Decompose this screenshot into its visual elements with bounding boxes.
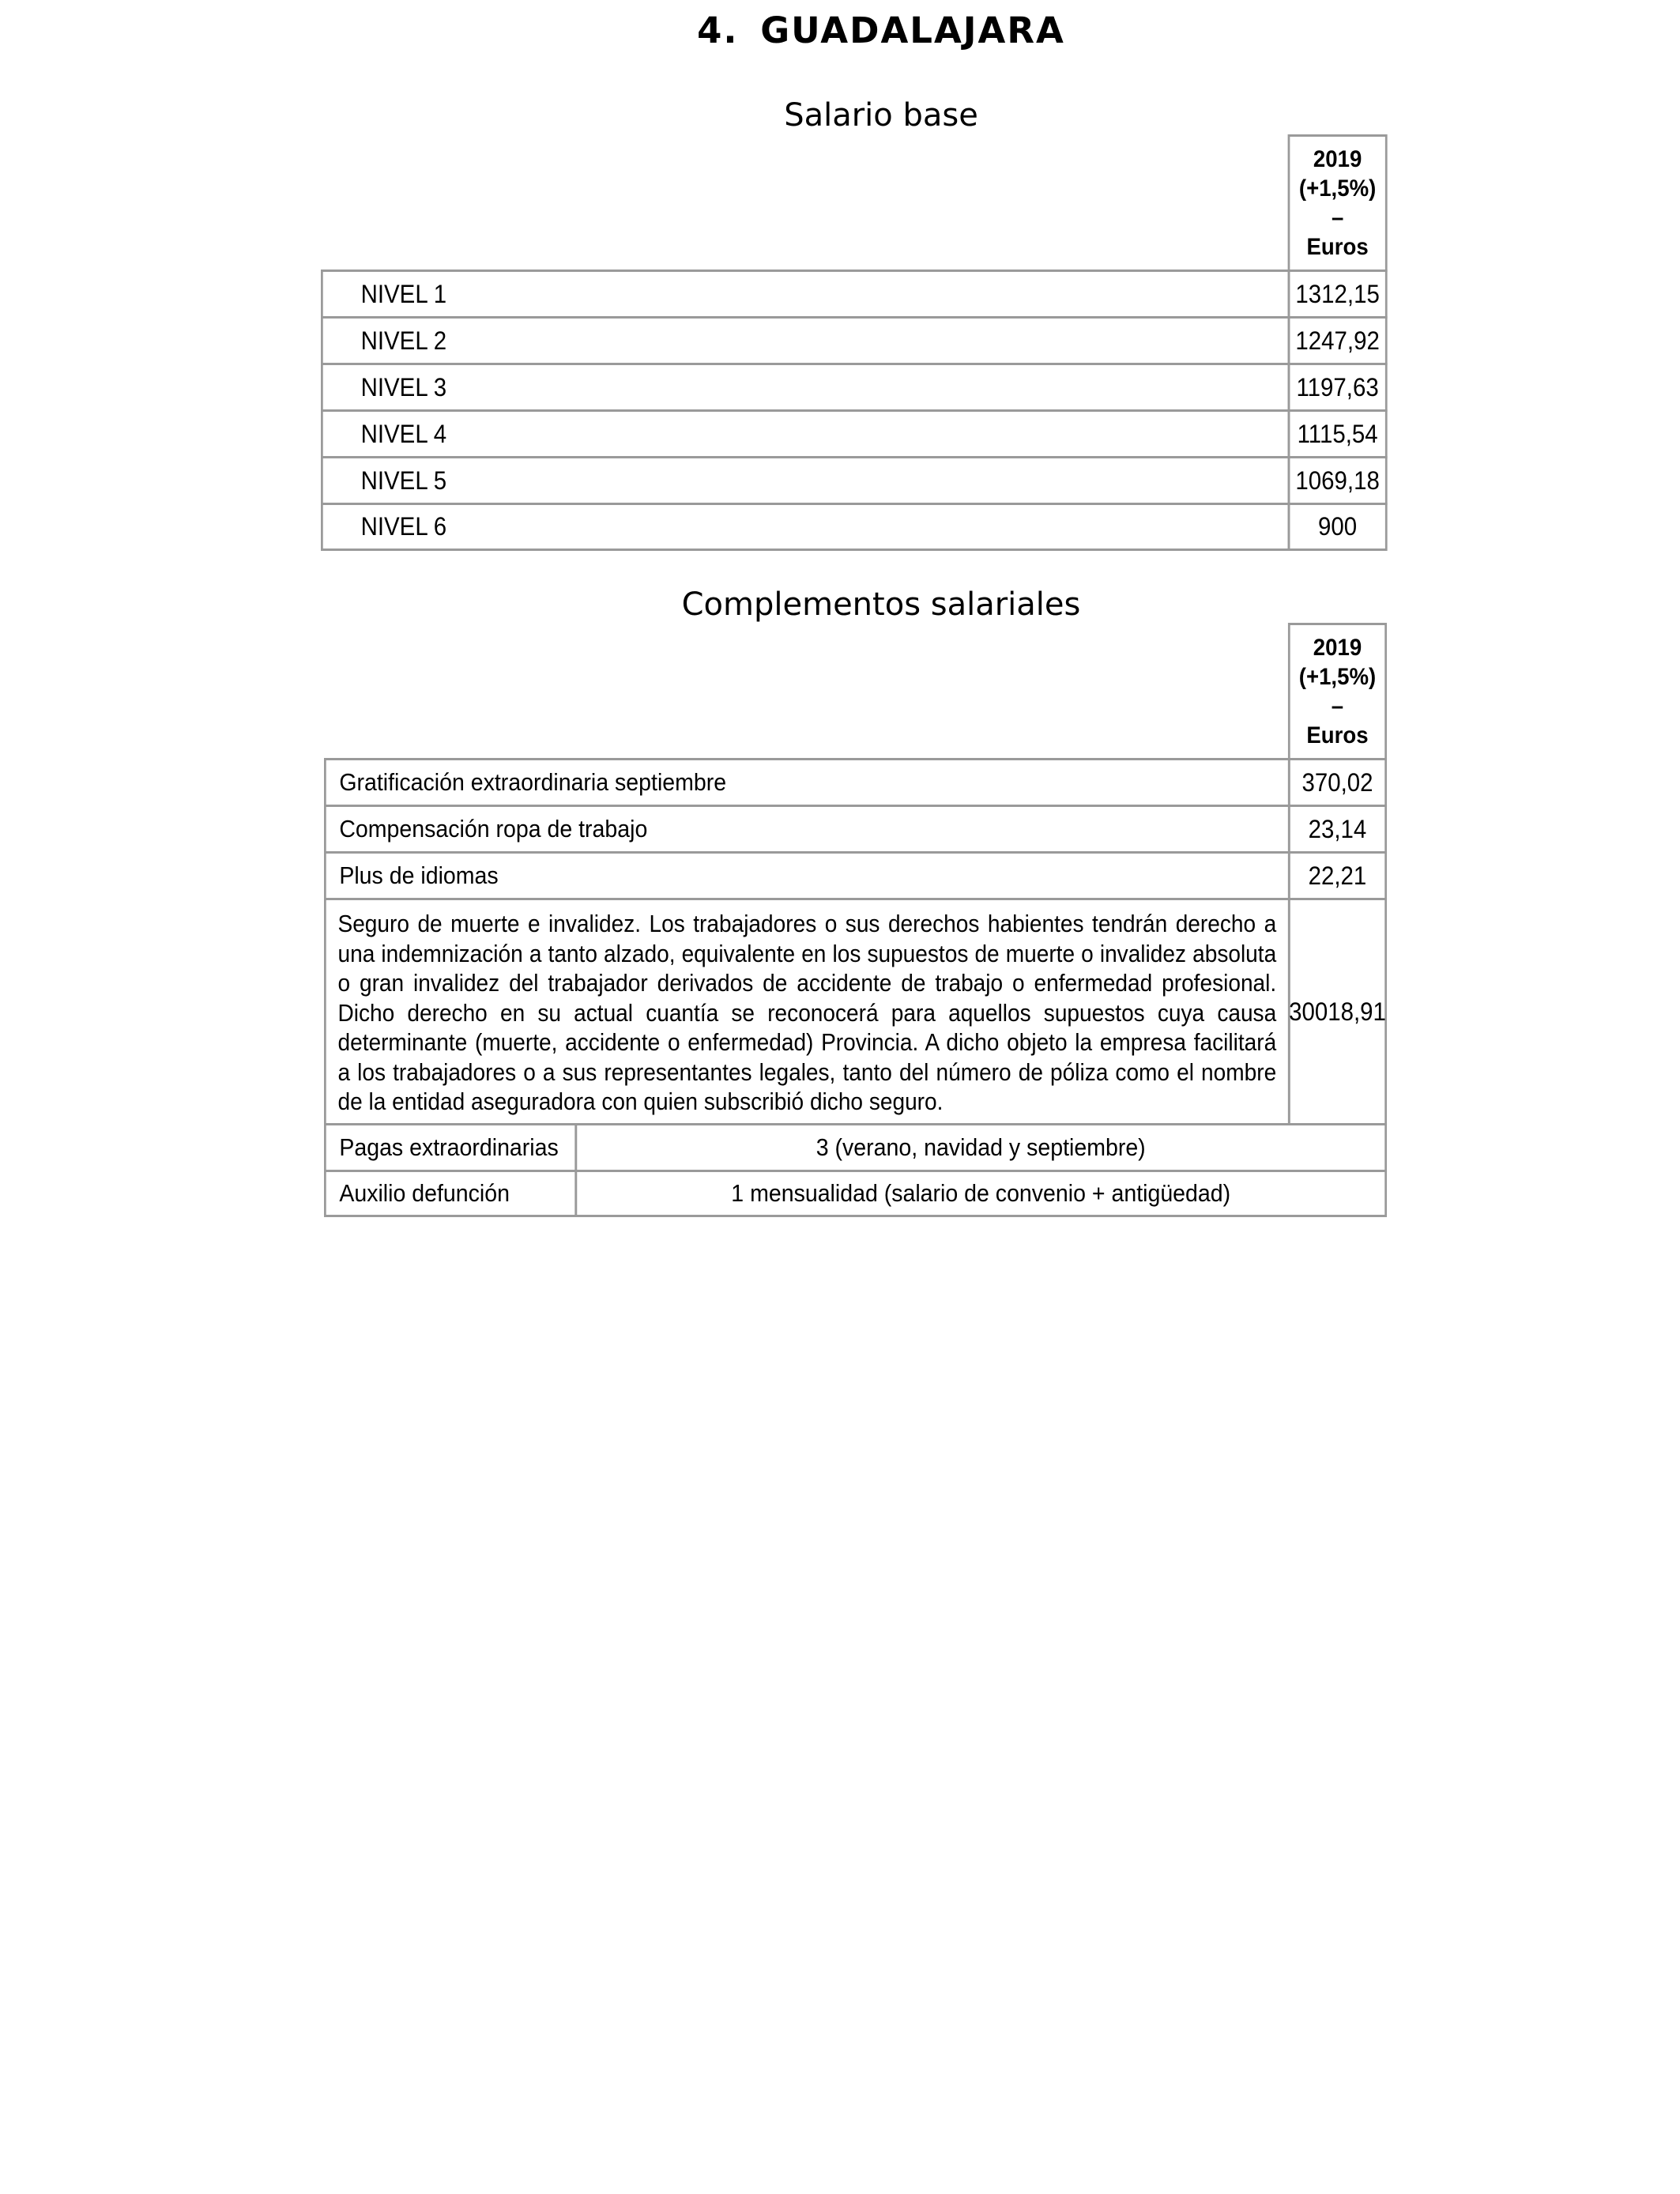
seguro-value: 30018,91 xyxy=(1289,997,1386,1026)
table-row-value xyxy=(574,1123,1387,1172)
table-row-label xyxy=(324,851,1290,900)
table-row-label xyxy=(324,1170,577,1217)
pagas-value: 3 (verano, navidad y septiembre) xyxy=(816,1133,1146,1161)
table-row-label xyxy=(321,409,1290,458)
header-increase: (+1,5%) xyxy=(1298,664,1377,690)
complemento-value: 22,21 xyxy=(1308,861,1367,890)
header-unit: Euros xyxy=(1306,722,1369,748)
table-row-value xyxy=(1288,270,1388,319)
nivel-label: NIVEL 4 xyxy=(360,419,447,448)
header-dash: – xyxy=(1331,693,1344,719)
header-unit: Euros xyxy=(1306,234,1369,260)
header-year: 2019 xyxy=(1313,146,1362,172)
nivel-value: 1247,92 xyxy=(1295,326,1380,355)
table-row-value xyxy=(1288,456,1388,505)
salario-base-header-cell xyxy=(1288,134,1388,272)
complemento-label: Compensación ropa de trabajo xyxy=(339,815,648,843)
header-dash: – xyxy=(1331,205,1344,231)
header-year: 2019 xyxy=(1313,635,1362,661)
nivel-label: NIVEL 2 xyxy=(360,326,447,355)
complemento-label: Plus de idiomas xyxy=(339,861,499,889)
auxilio-label: Auxilio defunción xyxy=(339,1179,510,1207)
table-row-label xyxy=(321,316,1290,365)
nivel-label: NIVEL 3 xyxy=(360,372,447,401)
table-row-label xyxy=(324,758,1290,807)
complementos-header-cell xyxy=(1288,623,1387,760)
table-row-value xyxy=(574,1170,1387,1217)
table-row-value xyxy=(1288,316,1388,365)
complemento-value: 370,02 xyxy=(1301,767,1373,797)
table-row-value xyxy=(1288,503,1388,551)
table-row-value xyxy=(1288,851,1387,900)
salario-base-table xyxy=(321,134,1388,551)
table-row-label xyxy=(324,805,1290,854)
nivel-value: 1115,54 xyxy=(1297,419,1378,448)
table-row-label xyxy=(321,456,1290,505)
auxilio-value: 1 mensualidad (salario de convenio + antigüedad) xyxy=(731,1179,1231,1207)
nivel-value: 1069,18 xyxy=(1295,466,1380,495)
table-row-label xyxy=(321,503,1290,551)
nivel-value: 1197,63 xyxy=(1296,372,1379,401)
seguro-value-cell xyxy=(1288,898,1387,1125)
salario-base-title: Salario base xyxy=(784,97,978,134)
table-row-value xyxy=(1288,363,1388,412)
nivel-value: 900 xyxy=(1318,512,1358,541)
seguro-text: Seguro de muerte e invalidez. Los trabajadores o sus derechos habientes tendrán derecho a una indemnización a tanto alzado, equivalente en los supuestos de muerte o invalidez absoluta o gran invalidez del trabajador derivados de accidente de trabajo o enfermedad profesional. Dicho derecho en su actual cuantía se reconocerá para aquellos supuestos cuya causa determinante (muerte, accidente o enfermedad) Provincia. A dicho objeto la empresa facilitará a los trabajadores o a sus representantes legales, tanto del número de póliza como el nombre de la entidad aseguradora con quien subscribió dicho seguro. xyxy=(337,910,1277,1115)
complementos-table xyxy=(324,623,1387,1217)
page-title: 4. GUADALAJARA xyxy=(697,9,1065,51)
table-row-label xyxy=(321,363,1290,412)
table-row-value xyxy=(1288,409,1388,458)
seguro-description xyxy=(324,898,1290,1125)
pagas-label: Pagas extraordinarias xyxy=(339,1133,559,1161)
table-row-value xyxy=(1288,758,1387,807)
nivel-label: NIVEL 1 xyxy=(360,279,447,308)
table-row-label xyxy=(324,1123,577,1172)
nivel-value: 1312,15 xyxy=(1295,279,1380,308)
nivel-label: NIVEL 6 xyxy=(360,512,447,541)
table-row-label xyxy=(321,270,1290,319)
complemento-value: 23,14 xyxy=(1308,814,1367,843)
complementos-title: Complementos salariales xyxy=(681,586,1081,623)
table-row-value xyxy=(1288,805,1387,854)
complemento-label: Gratificación extraordinaria septiembre xyxy=(339,768,727,796)
nivel-label: NIVEL 5 xyxy=(360,466,447,495)
header-increase: (+1,5%) xyxy=(1298,175,1377,202)
